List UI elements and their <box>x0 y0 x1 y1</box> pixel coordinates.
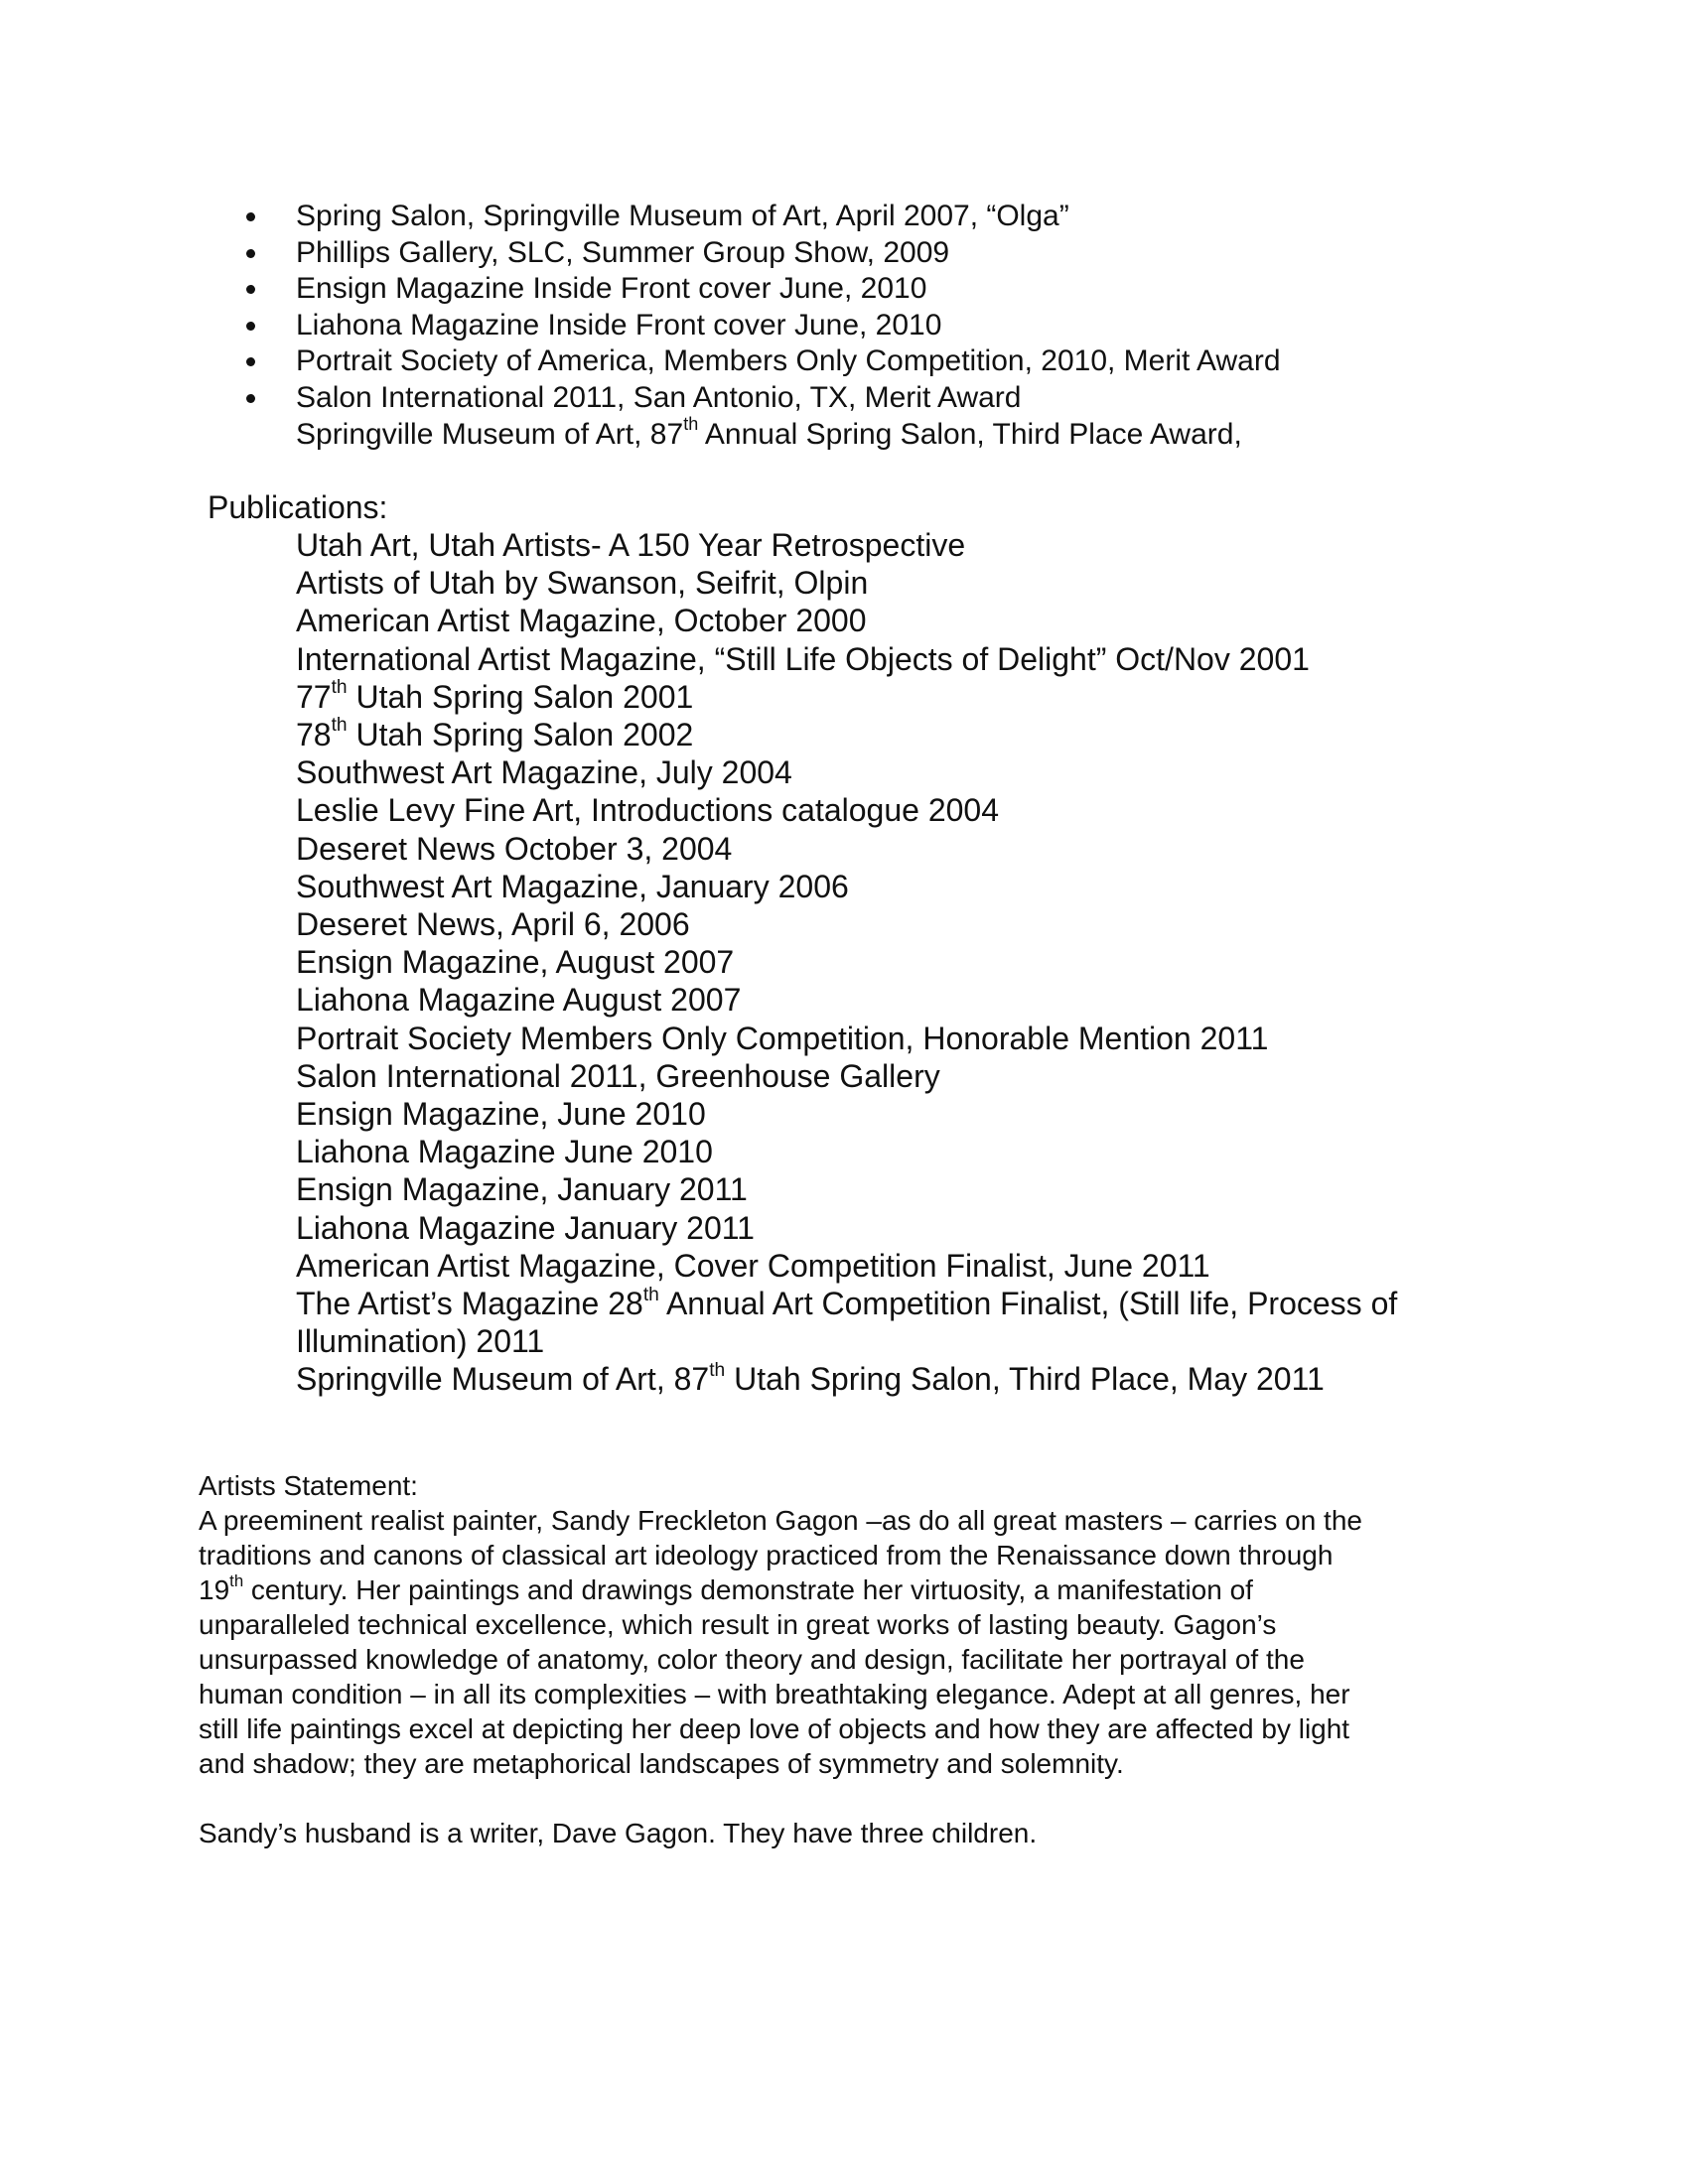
exhibition-text: Ensign Magazine Inside Front cover June, 2010 <box>296 272 927 306</box>
statement-heading: Artists Statement: <box>199 1470 418 1501</box>
bullet-icon <box>246 285 255 294</box>
publication-item: 78th Utah Spring Salon 2002 <box>296 715 694 753</box>
publication-item: Illumination) 2011 <box>296 1323 545 1360</box>
publication-item: 77th Utah Spring Salon 2001 <box>296 677 694 715</box>
bullet-icon <box>246 249 255 258</box>
publication-item: Ensign Magazine, January 2011 <box>296 1171 748 1208</box>
publication-item: Utah Art, Utah Artists- A 150 Year Retrospective <box>296 527 966 563</box>
publication-item: Artists of Utah by Swanson, Seifrit, Olpin <box>296 565 869 602</box>
bullet-icon <box>246 322 255 331</box>
exhibition-text: Salon International 2011, San Antonio, TX, Merit Award <box>296 380 1022 414</box>
bullet-icon <box>246 394 255 403</box>
exhibition-item <box>246 235 1537 272</box>
exhibition-item-continued <box>246 413 1537 454</box>
exhibition-item <box>246 199 1537 235</box>
exhibition-item <box>246 308 1537 344</box>
publication-item: Southwest Art Magazine, January 2006 <box>296 868 849 904</box>
bullet-icon <box>246 212 255 221</box>
publication-item: Leslie Levy Fine Art, Introductions catalogue 2004 <box>296 792 999 829</box>
publication-item: Springville Museum of Art, 87th Utah Spring Salon, Third Place, May 2011 <box>296 1359 1325 1398</box>
publication-item: Liahona Magazine August 2007 <box>296 982 742 1019</box>
publication-item: Liahona Magazine January 2011 <box>296 1209 755 1246</box>
exhibition-item <box>246 343 1537 380</box>
statement-line: 19th century. Her paintings and drawings demonstrate her virtuosity, a manifestation of <box>199 1571 1253 1605</box>
exhibition-text: Springville Museum of Art, 87th Annual Spring Salon, Third Place Award, <box>296 413 1242 451</box>
publications-heading: Publications: <box>208 489 388 525</box>
statement-line: human condition – in all its complexities – with breathtaking elegance. Adept at all genres, her <box>199 1679 1350 1709</box>
publication-item: International Artist Magazine, “Still Life Objects of Delight” Oct/Nov 2001 <box>296 640 1310 677</box>
publication-item: Ensign Magazine, August 2007 <box>296 944 735 981</box>
publication-item: Liahona Magazine June 2010 <box>296 1134 713 1170</box>
exhibition-item <box>246 380 1537 417</box>
statement-line: unsurpassed knowledge of anatomy, color theory and design, facilitate her portrayal of the <box>199 1644 1305 1675</box>
exhibition-item <box>246 271 1537 308</box>
exhibitions-list <box>246 199 1537 453</box>
exhibition-text: Spring Salon, Springville Museum of Art, April 2007, “Olga” <box>296 200 1069 232</box>
publication-item: Deseret News October 3, 2004 <box>296 830 733 867</box>
exhibition-text: Phillips Gallery, SLC, Summer Group Show, 2009 <box>296 235 950 269</box>
publications-list <box>296 526 1587 1399</box>
publication-item: Salon International 2011, Greenhouse Gallery <box>296 1057 940 1094</box>
statement-line: traditions and canons of classical art ideology practiced from the Renaissance down through <box>199 1540 1334 1570</box>
exhibition-text: Liahona Magazine Inside Front cover June, 2010 <box>296 308 942 341</box>
statement-line: A preeminent realist painter, Sandy Freckleton Gagon –as do all great masters – carries on the <box>199 1505 1362 1536</box>
publication-item: Ensign Magazine, June 2010 <box>296 1096 706 1133</box>
statement-line: still life paintings excel at depicting her deep love of objects and how they are affected by light <box>199 1713 1350 1744</box>
publication-item: The Artist’s Magazine 28th Annual Art Competition Finalist, (Still life, Process of <box>296 1284 1398 1322</box>
publication-item: Southwest Art Magazine, July 2004 <box>296 754 792 791</box>
statement-line: unparalleled technical excellence, which result in great works of lasting beauty. Gagon’s <box>199 1609 1277 1640</box>
publication-item: American Artist Magazine, October 2000 <box>296 603 867 639</box>
exhibition-text: Portrait Society of America, Members Only Competition, 2010, Merit Award <box>296 344 1281 378</box>
statement-line: and shadow; they are metaphorical landscapes of symmetry and solemnity. <box>199 1748 1124 1779</box>
family-note: Sandy’s husband is a writer, Dave Gagon. They have three children. <box>199 1818 1038 1848</box>
publication-item: American Artist Magazine, Cover Competition Finalist, June 2011 <box>296 1247 1210 1284</box>
bullet-icon <box>246 357 255 366</box>
publication-item: Portrait Society Members Only Competition, Honorable Mention 2011 <box>296 1020 1269 1056</box>
statement-paragraph <box>199 1503 1509 1781</box>
publication-item: Deseret News, April 6, 2006 <box>296 906 690 943</box>
